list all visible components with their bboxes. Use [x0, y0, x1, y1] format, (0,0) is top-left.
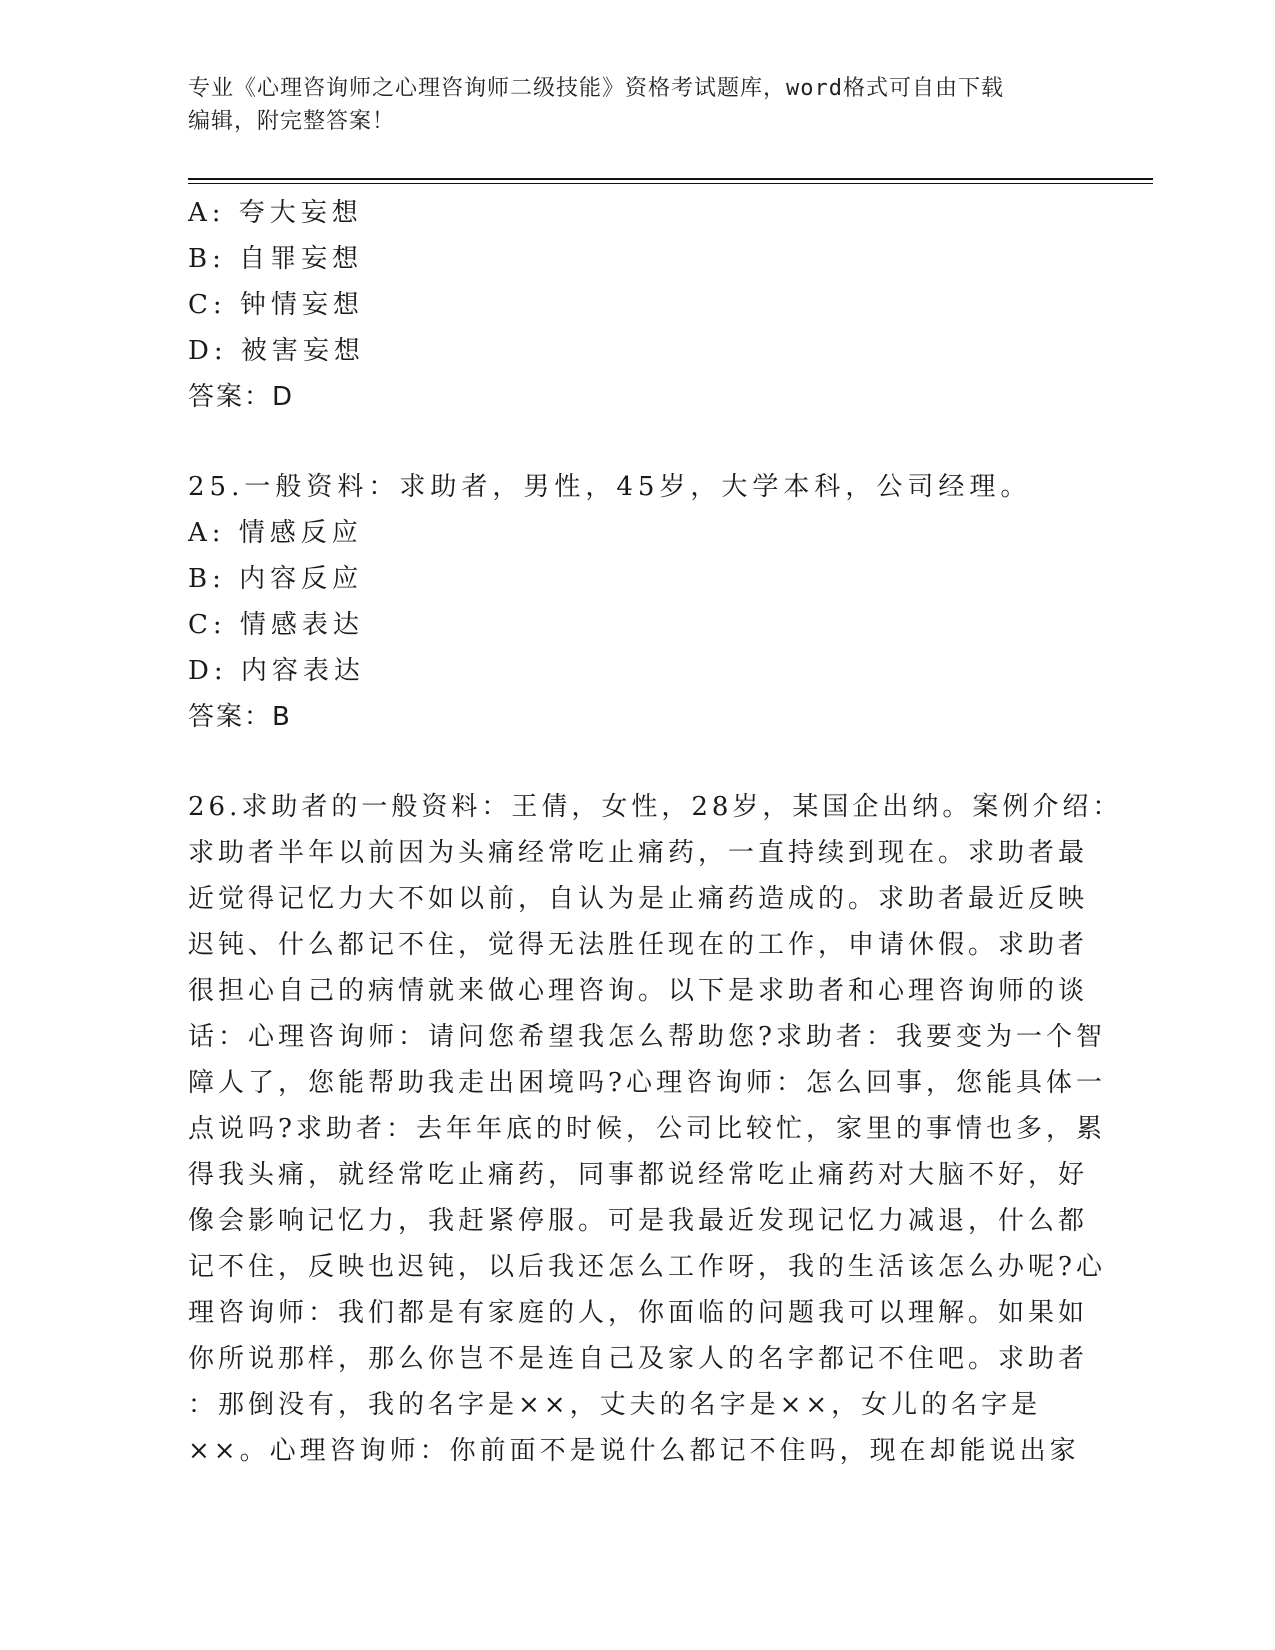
- option-b: B: 自罪妄想: [188, 244, 364, 274]
- option-d: D: 内容表达: [188, 656, 365, 686]
- paragraph-line: 像会影响记忆力，我赶紧停服。可是我最近发现记忆力减退，什么都: [188, 1206, 1089, 1236]
- header-line-1: 专业《心理咨询师之心理咨询师二级技能》资格考试题库，word格式可自由下载: [188, 76, 1004, 101]
- paragraph-line: 迟钝、什么都记不住，觉得无法胜任现在的工作，申请休假。求助者: [188, 930, 1089, 960]
- paragraph-line: 近觉得记忆力大不如以前，自认为是止痛药造成的。求助者最近反映: [188, 884, 1089, 914]
- paragraph-line: 你所说那样，那么你岂不是连自己及家人的名字都记不住吧。求助者: [188, 1344, 1089, 1374]
- option-a: A: 情感反应: [188, 518, 363, 548]
- answer-line: 答案：D: [188, 382, 295, 412]
- paragraph-line: ：那倒没有，我的名字是××，丈夫的名字是××，女儿的名字是: [188, 1390, 1042, 1420]
- paragraph-line: 理咨询师：我们都是有家庭的人，你面临的问题我可以理解。如果如: [188, 1298, 1089, 1328]
- paragraph-line: 话：心理咨询师：请问您希望我怎么帮助您?求助者：我要变为一个智: [188, 1022, 1106, 1052]
- answer-line: 答案：B: [188, 702, 292, 732]
- option-c: C: 钟情妄想: [188, 290, 364, 320]
- paragraph-line: 得我头痛，就经常吃止痛药，同事都说经常吃止痛药对大脑不好，好: [188, 1160, 1089, 1190]
- question-25: [188, 464, 1078, 740]
- header-divider-thick: [188, 178, 1153, 180]
- paragraph-line: 求助者半年以前因为头痛经常吃止痛药，一直持续到现在。求助者最: [188, 838, 1089, 868]
- question-26: [188, 784, 1123, 1474]
- header-divider-thin: [188, 183, 1153, 184]
- paragraph-line: 26.求助者的一般资料：王倩，女性，28岁，某国企出纳。案例介绍：: [188, 792, 1123, 822]
- paragraph-line: 点说吗?求助者：去年年底的时候，公司比较忙，家里的事情也多，累: [188, 1114, 1106, 1144]
- option-c: C: 情感表达: [188, 610, 364, 640]
- option-d: D: 被害妄想: [188, 336, 365, 366]
- option-a: A: 夸大妄想: [188, 198, 363, 228]
- document-header: [188, 72, 1068, 138]
- question-stem: 25.一般资料：求助者，男性，45岁，大学本科，公司经理。: [188, 472, 1032, 502]
- paragraph-line: 记不住，反映也迟钝，以后我还怎么工作呀，我的生活该怎么办呢?心: [188, 1252, 1106, 1282]
- spacer: [188, 740, 1078, 784]
- option-b: B: 内容反应: [188, 564, 364, 594]
- paragraph-line: 很担心自己的病情就来做心理咨询。以下是求助者和心理咨询师的谈: [188, 976, 1089, 1006]
- document-body: [188, 190, 1123, 1474]
- paragraph-line: 障人了，您能帮助我走出困境吗?心理咨询师：怎么回事，您能具体一: [188, 1068, 1106, 1098]
- spacer: [188, 420, 1078, 464]
- header-line-2: 编辑，附完整答案！: [188, 109, 396, 134]
- question-24: [188, 190, 1078, 420]
- paragraph-line: ××。心理咨询师：你前面不是说什么都记不住吗，现在却能说出家: [188, 1436, 1080, 1466]
